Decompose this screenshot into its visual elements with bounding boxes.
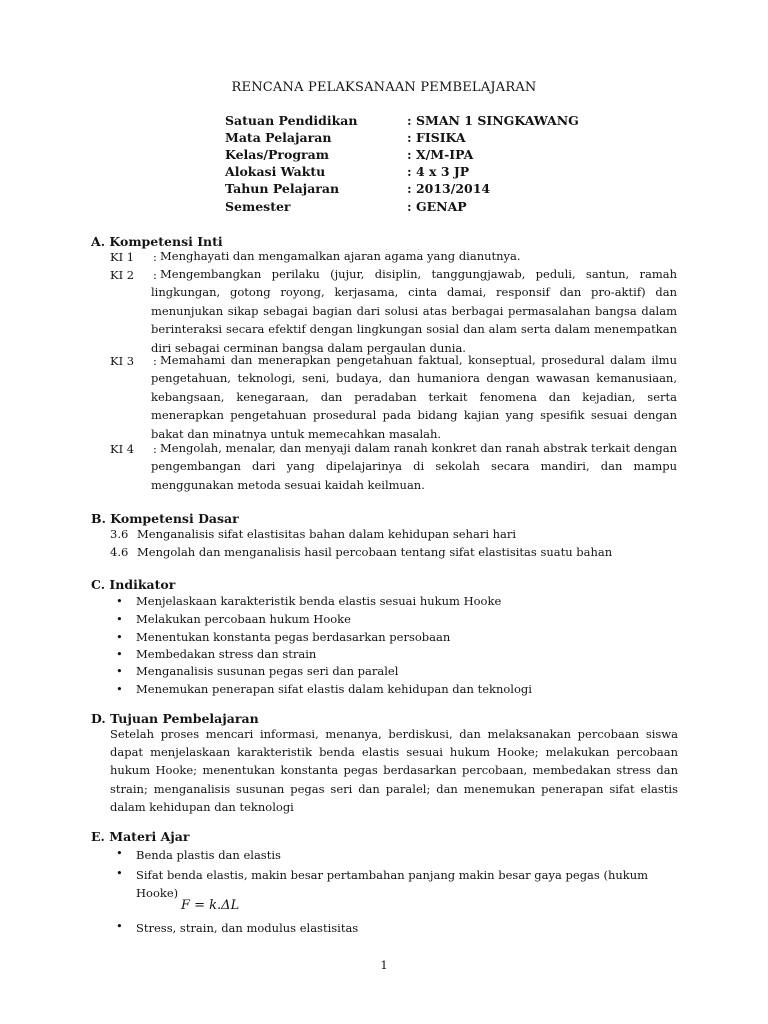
bullet-icon: •	[116, 664, 123, 678]
materi-text: Stress, strain, dan modulus elastisitas	[136, 921, 359, 935]
bullet-icon: •	[116, 846, 123, 860]
identity-row	[225, 130, 645, 147]
section-heading-indikator: C. Indikator	[91, 577, 176, 592]
bullet-icon: •	[116, 866, 123, 880]
identity-row	[225, 199, 645, 216]
indicator-text: Menjelaskaan karakteristik benda elastis sesuai hukum Hooke	[136, 594, 502, 608]
hooke-formula: F = k.ΔL	[181, 898, 240, 913]
ki-label: KI 3	[110, 354, 135, 368]
indicator-item	[0, 630, 768, 648]
indicator-item	[0, 647, 768, 665]
ki-text: Menghayati dan mengamalkan ajaran agama yang dianutnya.	[160, 249, 521, 263]
indicator-text: Melakukan percobaan hukum Hooke	[136, 612, 351, 626]
kd-number: 4.6	[110, 545, 129, 559]
ki-colon: :	[153, 250, 157, 264]
kd-text: Mengolah dan menganalisis hasil percobaan tentang sifat elastisitas suatu bahan	[137, 545, 613, 559]
page-number: 1	[380, 958, 388, 972]
kd-number: 3.6	[110, 527, 129, 541]
bullet-icon: •	[116, 682, 123, 696]
identity-label: Kelas/Program	[225, 147, 329, 162]
indicator-text: Menentukan konstanta pegas berdasarkan persobaan	[136, 630, 451, 644]
identity-label: Satuan Pendidikan	[225, 113, 358, 128]
section-heading-materi-ajar: E. Materi Ajar	[91, 829, 190, 844]
identity-value: : 2013/2014	[407, 181, 491, 196]
page-title: RENCANA PELAKSANAAN PEMBELAJARAN	[231, 80, 537, 95]
ki-label: KI 2	[110, 268, 135, 282]
ki-label: KI 4	[110, 442, 135, 456]
identity-label: Tahun Pelajaran	[225, 181, 340, 196]
bullet-icon: •	[116, 594, 123, 608]
bullet-icon: •	[116, 630, 123, 644]
kd-item	[110, 545, 612, 559]
identity-label: Semester	[225, 199, 291, 214]
section-heading-kompetensi-inti: A. Kompetensi Inti	[91, 234, 223, 249]
ki-colon: :	[153, 442, 157, 456]
ki-text: Mengembangkan perilaku (jujur, disiplin, tanggungjawab, peduli, santun, ramah lingkungan, gotong royong, kerjasama, cinta damai, responsif dan pro-aktif) dan menunjukan sikap sebagai bagian dari solusi atas berbagai permasalahan bangsa dalam berinteraksi secara efektif dengan lingkungan sosial dan alam serta dalam menempatkan diri sebagai cerminan bangsa dalam pergaulan dunia.	[151, 267, 677, 355]
identity-label: Alokasi Waktu	[225, 164, 326, 179]
bullet-icon: •	[116, 919, 123, 933]
identity-value: : FISIKA	[407, 130, 466, 145]
materi-text: Benda plastis dan elastis	[136, 848, 281, 862]
kd-text: Menganalisis sifat elastisitas bahan dalam kehidupan sehari hari	[137, 527, 517, 541]
ki-text: Mengolah, menalar, dan menyaji dalam ranah konkret dan ranah abstrak terkait dengan pengembangan dari yang dipelajarinya di sekolah secara mandiri, dan mampu menggunakan metoda sesuai kaidah keilmuan.	[151, 441, 677, 492]
indicator-item	[0, 594, 768, 612]
bullet-icon: •	[116, 647, 123, 661]
identity-row	[225, 164, 645, 181]
indicator-text: Membedakan stress dan strain	[136, 647, 317, 661]
ki-colon: :	[153, 268, 157, 282]
tujuan-paragraph: Setelah proses mencari informasi, menanya, berdiskusi, dan melaksanakan percobaan siswa dapat menjelaskaan karakteristik benda elastis sesuai hukum Hooke; melakukan percobaan hukum Hooke; menentukan konstanta pegas berdasarkan percobaan, membedakan stress dan strain; menganalisis susunan pegas seri dan paralel; dan menemukan penerapan sifat elastis dalam kehidupan dan teknologi	[110, 727, 678, 814]
identity-row	[225, 113, 645, 130]
ki-text: Memahami dan menerapkan pengetahuan faktual, konseptual, prosedural dalam ilmu pengetahuan, teknologi, seni, budaya, dan humaniora dengan wawasan kemanusiaan, kebangsaan, kenegaraan, dan peradaban terkait fenomena dan kejadian, serta menerapkan pengetahuan prosedural pada bidang kajian yang spesifik sesuai dengan bakat dan minatnya untuk memecahkan masalah.	[151, 353, 677, 441]
indicator-item	[0, 682, 768, 700]
section-heading-kompetensi-dasar: B. Kompetensi Dasar	[91, 511, 239, 526]
materi-text: Sifat benda elastis, makin besar pertambahan panjang makin besar gaya pegas (hukum Hooke)	[136, 868, 649, 900]
identity-value: : GENAP	[407, 199, 467, 214]
ki-colon: :	[153, 354, 157, 368]
identity-row	[225, 147, 645, 164]
identity-value: : X/M-IPA	[407, 147, 474, 162]
indicator-text: Menganalisis susunan pegas seri dan paralel	[136, 664, 399, 678]
identity-value: : SMAN 1 SINGKAWANG	[407, 113, 579, 128]
indicator-text: Menemukan penerapan sifat elastis dalam kehidupan dan teknologi	[136, 682, 532, 696]
bullet-icon: •	[116, 612, 123, 626]
identity-row	[225, 181, 645, 198]
section-heading-tujuan-pembelajaran: D. Tujuan Pembelajaran	[91, 711, 259, 726]
indicator-item	[0, 664, 768, 682]
kd-item	[110, 527, 516, 541]
ki-label: KI 1	[110, 250, 135, 264]
identity-value: : 4 x 3 JP	[407, 164, 470, 179]
identity-label: Mata Pelajaran	[225, 130, 332, 145]
indicator-item	[0, 612, 768, 630]
